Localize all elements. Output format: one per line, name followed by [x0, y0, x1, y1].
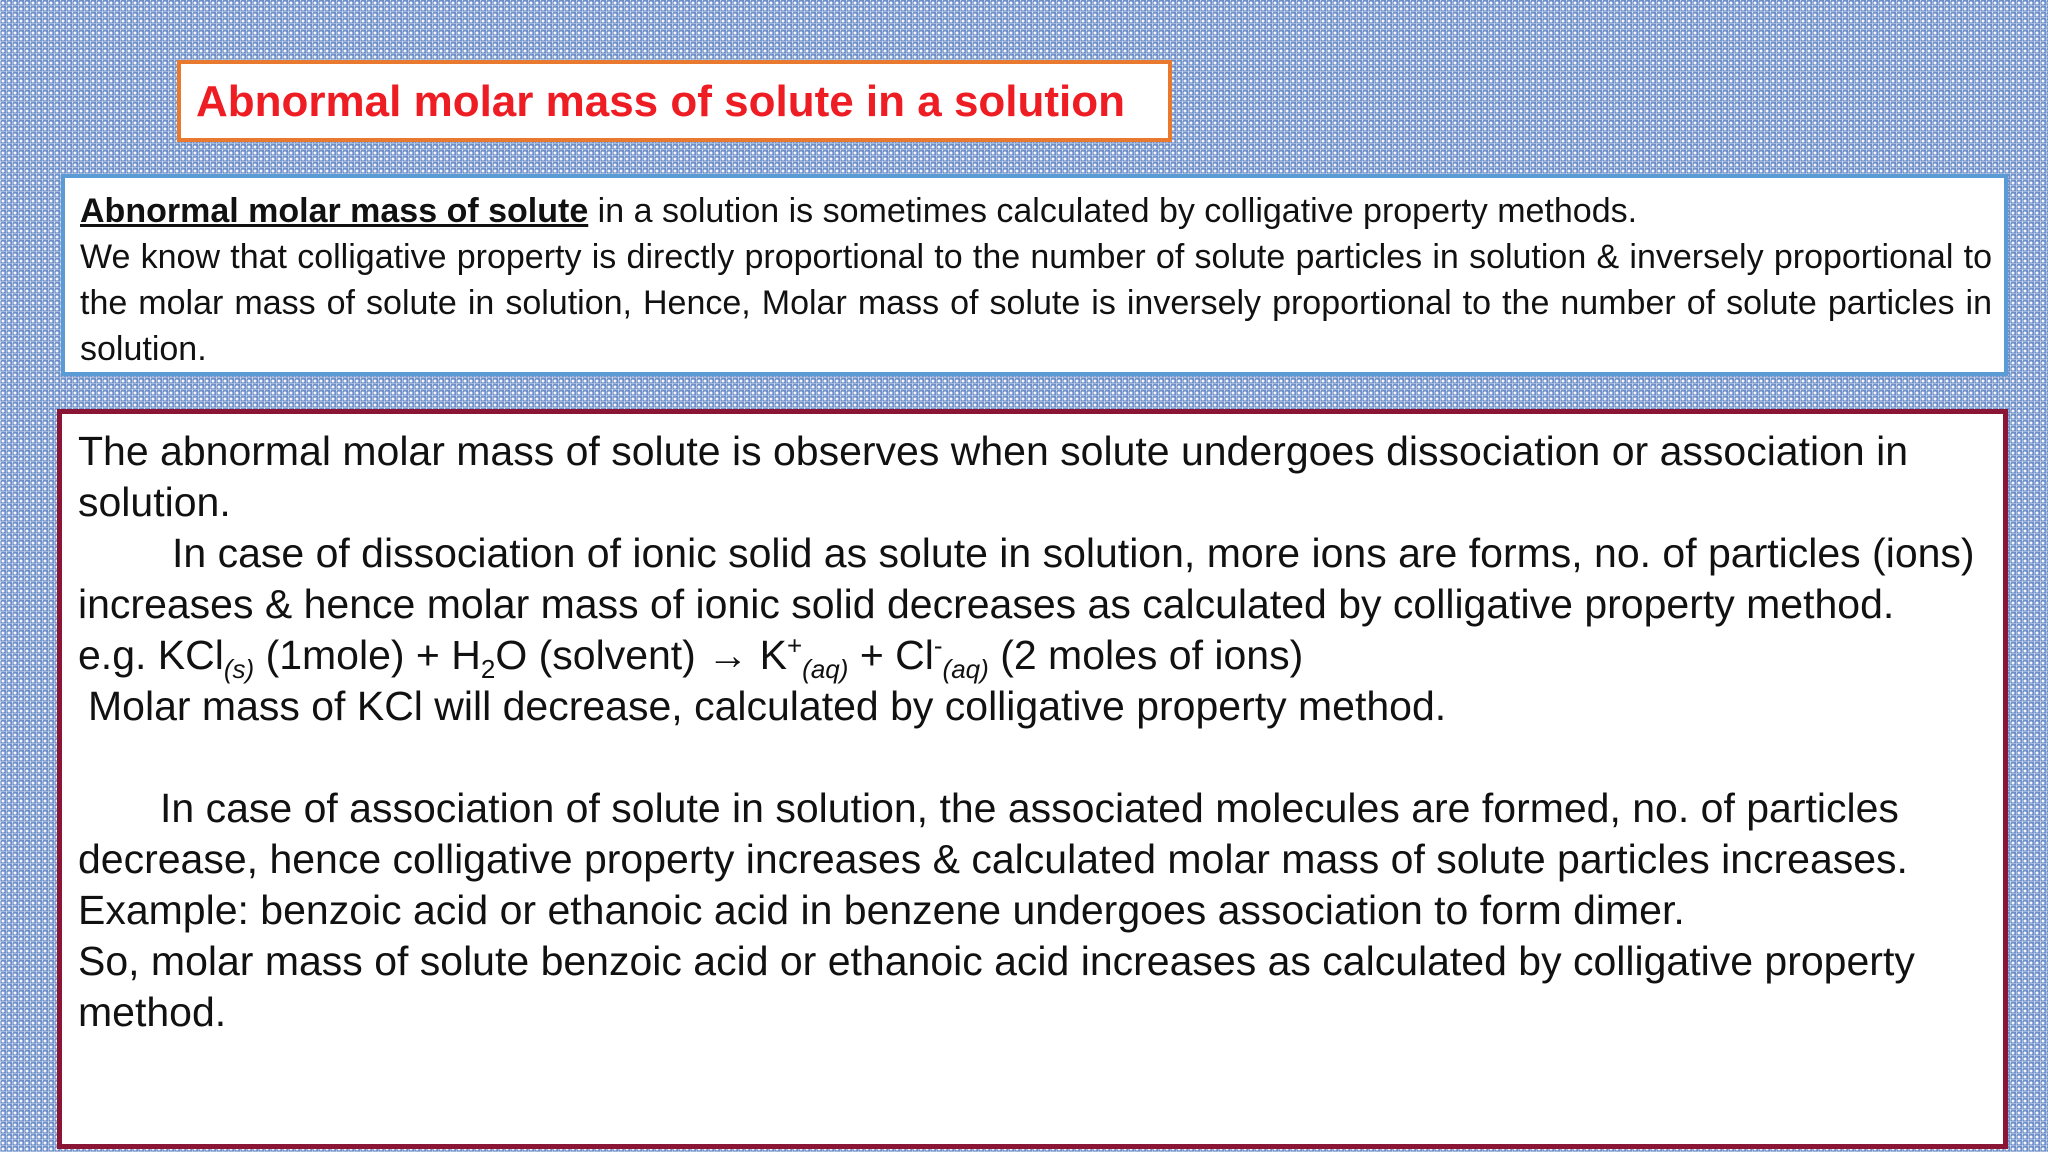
association-conclusion: So, molar mass of solute benzoic acid or ethanoic acid increases as calculated by colligative property method.: [78, 938, 1915, 1035]
association-paragraph: In case of association of solute in solution, the associated molecules are formed, no. of particles decrease, hence colligative property increases & calculated molar mass of solute particles increases.: [78, 785, 1908, 882]
dissociation-paragraph: In case of dissociation of ionic solid as solute in solution, more ions are forms, no. of particles (ions) increases & hence molar mass of ionic solid decreases as calculated by colligative property method.: [78, 530, 1975, 627]
main-box: [57, 409, 2008, 1149]
reaction-arrow-icon: →: [707, 632, 749, 678]
eq-minus-charge: -: [933, 630, 943, 661]
eq-sub-2: 2: [480, 654, 496, 685]
slide-title: Abnormal molar mass of solute in a solution: [196, 77, 1126, 126]
intro-box: [61, 174, 2008, 376]
association-example: Example: benzoic acid or ethanoic acid in benzene undergoes association to form dimer.: [78, 887, 1685, 933]
eq-state-solid: (s): [223, 654, 255, 685]
main-paragraph-1: The abnormal molar mass of solute is observes when solute undergoes dissociation or association in solution.: [78, 428, 1909, 525]
kcl-equation: [78, 630, 1987, 685]
eq-state-aq-1: (aq): [802, 654, 849, 685]
title-box: [177, 60, 1172, 142]
kcl-conclusion: Molar mass of KCl will decrease, calculated by colligative property method.: [88, 683, 1447, 729]
eq-state-aq-2: (aq): [942, 654, 989, 685]
eq-solvent: O (solvent): [495, 632, 708, 678]
eq-plus-charge: +: [786, 630, 803, 661]
intro-body: We know that colligative property is directly proportional to the number of solute particles in solution & inversely proportional to the molar mass of solute in solution, Hence, Molar mass of solute is inversely proportional to the number of solute particles in solution.: [80, 238, 1992, 368]
spacer: [78, 732, 1987, 783]
intro-first-line: [80, 188, 1992, 234]
intro-lead-term: Abnormal molar mass of solute: [80, 192, 589, 230]
intro-lead-rest: in a solution is sometimes calculated by colligative property methods.: [588, 192, 1638, 230]
eq-k: K: [748, 632, 787, 678]
eq-h: (1mole) + H: [254, 632, 481, 678]
eq-kcl: e.g. KCl: [78, 632, 224, 678]
eq-moles-of-ions: (2 moles of ions): [988, 632, 1304, 678]
eq-cl: + Cl: [848, 632, 934, 678]
